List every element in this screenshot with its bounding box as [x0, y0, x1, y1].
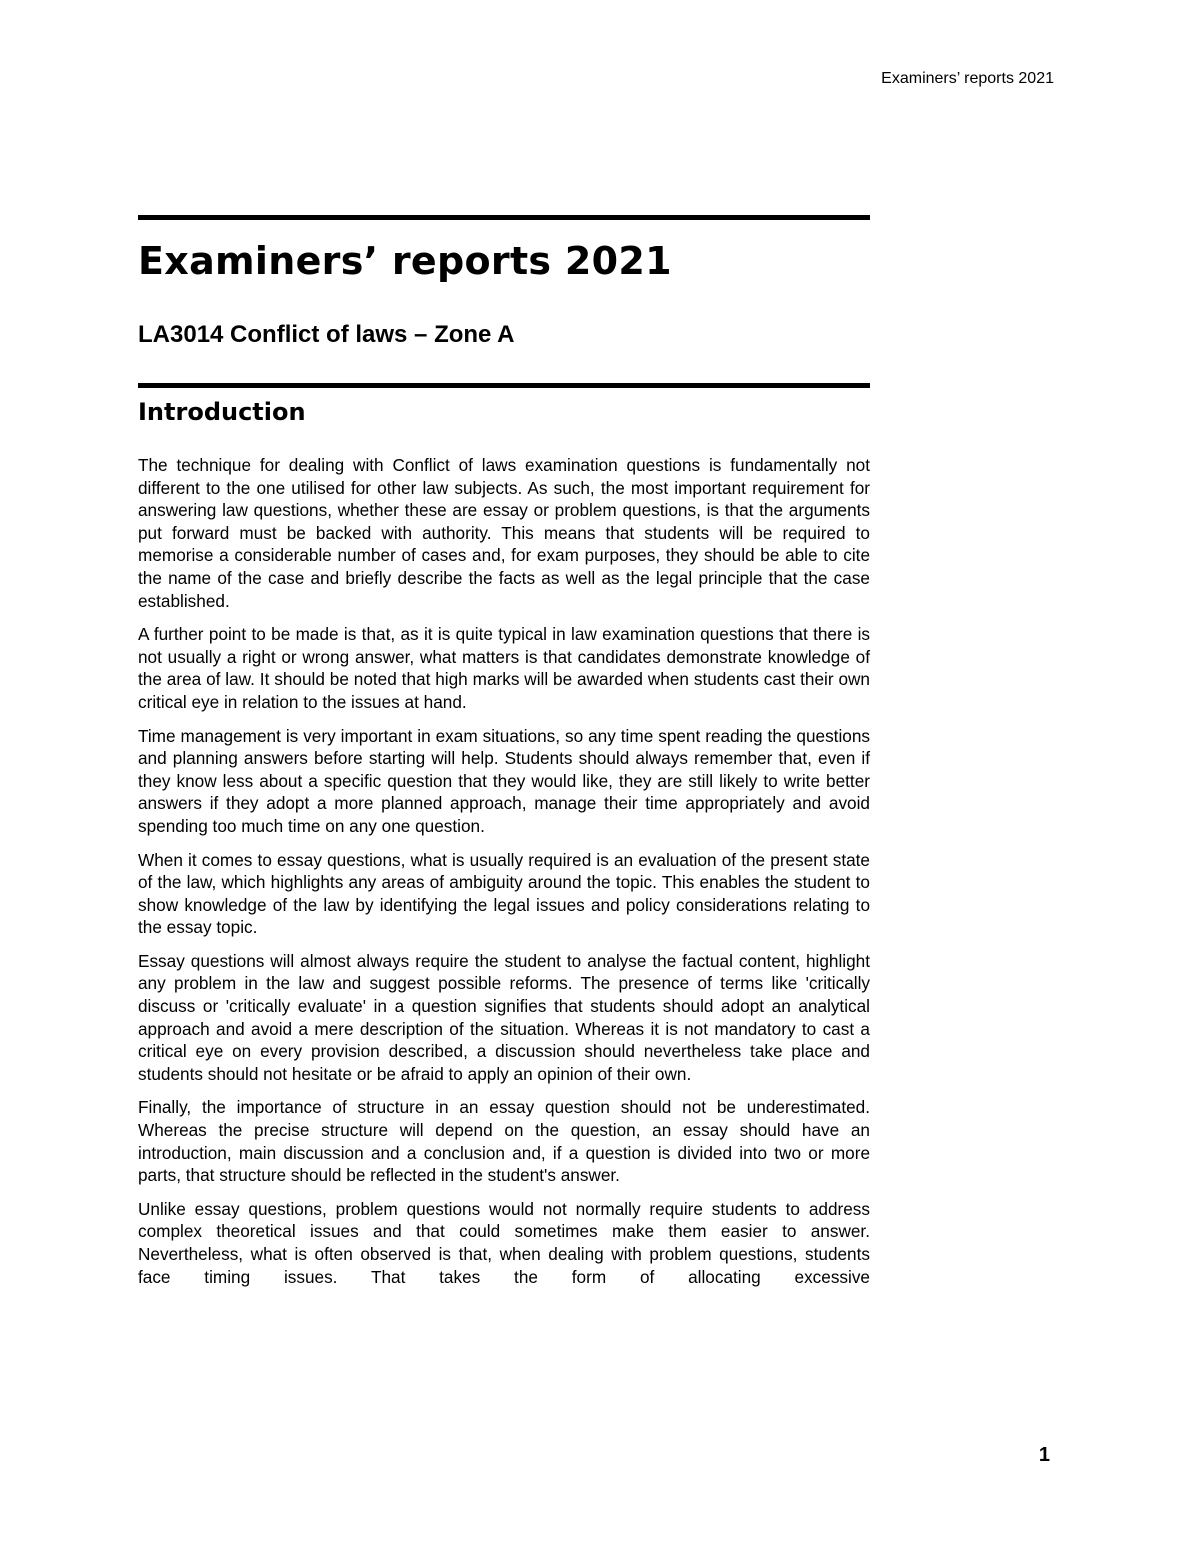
section-rule [138, 383, 870, 388]
page-number: 1 [1038, 1444, 1050, 1466]
paragraph: A further point to be made is that, as it is quite typical in law examination questions that there is not usually a right or wrong answer, what matters is that candidates demonstrate knowledge of the area of law. It should be noted that high marks will be awarded when students cast their own critical eye in relation to the issues at hand. [138, 624, 870, 712]
paragraph: Essay questions will almost always require the student to analyse the factual content, highlight any problem in the law and suggest possible reforms. The presence of terms like 'critically discuss or 'critically evaluate' in a question signifies that students should adopt an analytical approach and avoid a mere description of the situation. Whereas it is not mandatory to cast a critical eye on every provision described, a discussion should nevertheless take place and students should not hesitate or be afraid to apply an opinion of their own. [138, 950, 870, 1084]
document-body [138, 215, 870, 1288]
running-header: Examiners’ reports 2021 [881, 70, 1054, 87]
paragraph: The technique for dealing with Conflict of laws examination questions is fundamentally not different to the one utilised for other law subjects. As such, the most important requirement for answering law questions, whether these are essay or problem questions, is that the arguments put forward must be backed with authority. This means that students will be required to memorise a considerable number of cases and, for exam purposes, they should be able to cite the name of the case and briefly describe the facts as well as the legal principle that the case established. [138, 455, 870, 611]
top-rule [138, 215, 870, 220]
section-heading: Introduction [138, 398, 306, 426]
paragraph: Finally, the importance of structure in an essay question should not be underestimated. Whereas the precise structure will depend on the question, an essay should have an introduction, main discussion and a conclusion and, if a question is divided into two or more parts, that structure should be reflected in the student's answer. [138, 1097, 870, 1186]
paragraph: When it comes to essay questions, what is usually required is an evaluation of the present state of the law, which highlights any areas of ambiguity around the topic. This enables the student to show knowledge of the law by identifying the legal issues and policy considerations relating to the essay topic. [138, 849, 870, 938]
paragraph: Unlike essay questions, problem questions would not normally require students to address complex theoretical issues and that could sometimes make them easier to answer. Nevertheless, what is often observed is that, when dealing with problem questions, students face timing issues. That takes the form of allocating excessive [138, 1198, 870, 1287]
paragraph: Time management is very important in exam situations, so any time spent reading the questions and planning answers before starting will help. Students should always remember that, even if they know less about a specific question that they would like, they are still likely to write better answers if they adopt a more planned approach, manage their time appropriately and avoid spending too much time on any one question. [138, 725, 870, 836]
document-subtitle: LA3014 Conflict of laws – Zone A [138, 321, 515, 348]
document-title: Examiners’ reports 2021 [138, 239, 672, 283]
